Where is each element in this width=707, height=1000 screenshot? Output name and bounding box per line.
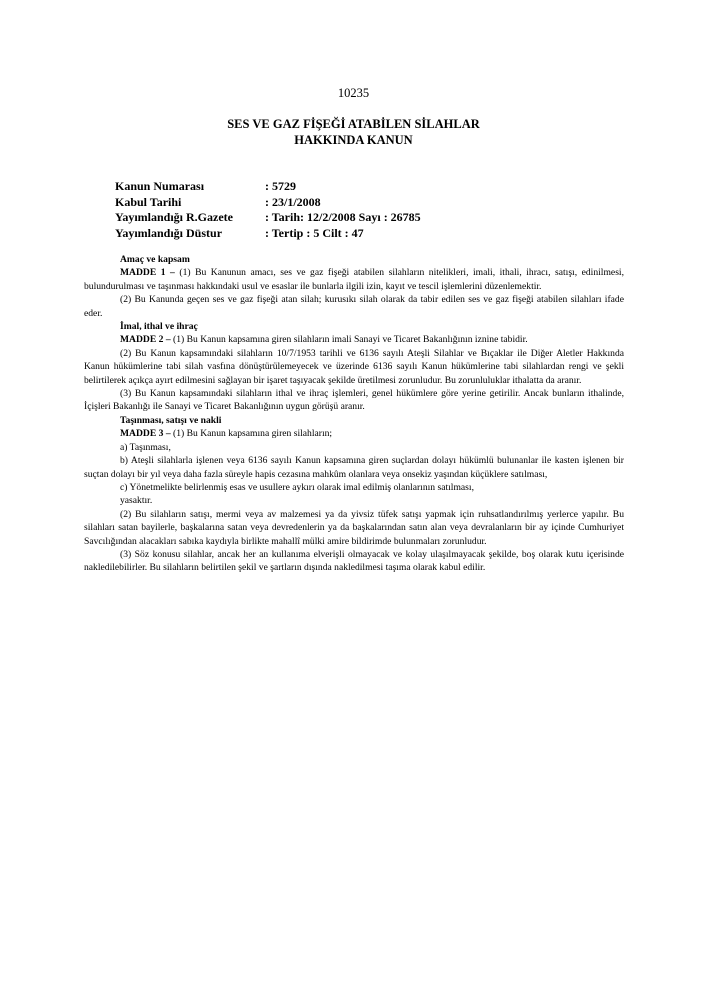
article-1-paragraph-1 — [84, 266, 624, 293]
article-1-label: MADDE 1 – — [120, 267, 175, 279]
article-1-paragraph-2: (2) Bu Kanunda geçen ses ve gaz fişeği atan silah; kurusıkı silah olarak da tabir edilen ses ve gaz fişeği atabilen silahları ifade eder. — [84, 294, 624, 319]
article-3-prohibited: yasaktır. — [120, 495, 153, 507]
section-heading-transport: Taşınması, satışı ve nakli — [120, 414, 222, 426]
meta-label: Yayımlandığı R.Gazete — [115, 210, 233, 224]
article-3-text: (1) Bu Kanun kapsamına giren silahların; — [170, 428, 333, 440]
article-3-paragraph-2: (2) Bu silahların satışı, mermi veya av malzemesi ya da yivsiz tüfek satışı yapmak için ruhsatlandırılmış yerlerce yapılır. Bu silahları satan bayilerle, başkalarına satan veya devredenlerin ya da başkalarından satın alan veya devralanların bir ay içinde Cumhuriyet Savcılığından alacakları sabıka kaydıyla birlikte mahallî mülki amire bildirimde bulunmaları zorunludur. — [84, 508, 624, 547]
section-heading-purpose: Amaç ve kapsam — [120, 254, 190, 265]
law-body — [84, 253, 624, 575]
meta-value: : Tarih: 12/2/2008 Sayı : 26785 — [265, 210, 421, 224]
law-title-line1: SES VE GAZ FİŞEĞİ ATABİLEN SİLAHLAR — [227, 117, 480, 131]
law-title-line2: HAKKINDA KANUN — [294, 133, 413, 147]
meta-value: : Tertip : 5 Cilt : 47 — [265, 225, 364, 240]
article-2-label: MADDE 2 – — [120, 334, 171, 346]
meta-label: Kabul Tarihi — [115, 194, 182, 209]
article-3-paragraph-1 — [84, 427, 624, 440]
meta-label: Yayımlandığı Düstur — [115, 225, 223, 240]
article-3-paragraph-3: (3) Söz konusu silahlar, ancak her an kullanıma elverişli olmayacak ve kolay ulaşılmayacak şekilde, boş olarak kutu içerisinde nakledilebilirler. Bu silahların belirtilen şekil ve şartların dışında nakledilmesi taşıma olarak kabul edilir. — [84, 548, 624, 574]
article-2-text: (1) Bu Kanun kapsamına giren silahların imali Sanayi ve Ticaret Bakanlığının iznine tabidir. — [170, 334, 528, 346]
article-3-item-c: c) Yönetmelikte belirlenmiş esas ve usullere aykırı olarak imal edilmiş olanlarının satılması, — [120, 481, 474, 493]
article-3-item-b: b) Ateşli silahlarla işlenen veya 6136 sayılı Kanun kapsamına giren suçlardan dolayı hükümlü bulunanlar ile kasten işlenen bir suçtan dolayı bir yıl veya daha fazla süreyle hapis cezasına mahkûm olanlara veya onsekiz yaşından küçüklere satılması, — [84, 455, 624, 480]
article-2-paragraph-3: (3) Bu Kanun kapsamındaki silahların ithal ve ihraç işlemleri, genel hükümlere göre yerine getirilir. Ancak bunların ithalinde, İçişleri Bakanlığı ile Sanayi ve Ticaret Bakanlığının uygun görüşü aranır. — [84, 388, 624, 413]
meta-value: : 23/1/2008 — [265, 194, 321, 209]
article-1-text: (1) Bu Kanunun amacı, ses ve gaz fişeği atabilen silahların nitelikleri, imali, ithali, ihracı, satışı, edinilmesi, bulundurulması ve taşınması hakkındaki usul ve esaslar ile bunlarla ilgili izin, kayıt ve tescil işlemlerini düzenlemektir. — [84, 267, 624, 292]
meta-value: : 5729 — [265, 179, 296, 193]
article-3-item-a: a) Taşınması, — [120, 441, 171, 453]
page-number: 10235 — [337, 86, 370, 100]
section-heading-manufacture: İmal, ithal ve ihraç — [120, 321, 198, 333]
article-2-paragraph-2: (2) Bu Kanun kapsamındaki silahların 10/7/1953 tarihli ve 6136 sayılı Ateşli Silahlar ve Bıçaklar ile Diğer Aletler Hakkında Kanun hükümlerine tabi silah vasfına dönüştürülemeyecek ve üzerinde 6136 sayılı Kanun hükümlerine tabi silahlardan rengi ve şekli belirtilerek açıkça ayırt edilmesini sağlayan bir işaret taşıyacak şekilde üretilmesi zorunludur. Bu zorunluluklar ithalatta da aranır. — [84, 347, 624, 386]
article-3-label: MADDE 3 – — [120, 428, 171, 440]
article-2-paragraph-1 — [84, 333, 624, 346]
meta-label: Kanun Numarası — [115, 179, 205, 193]
